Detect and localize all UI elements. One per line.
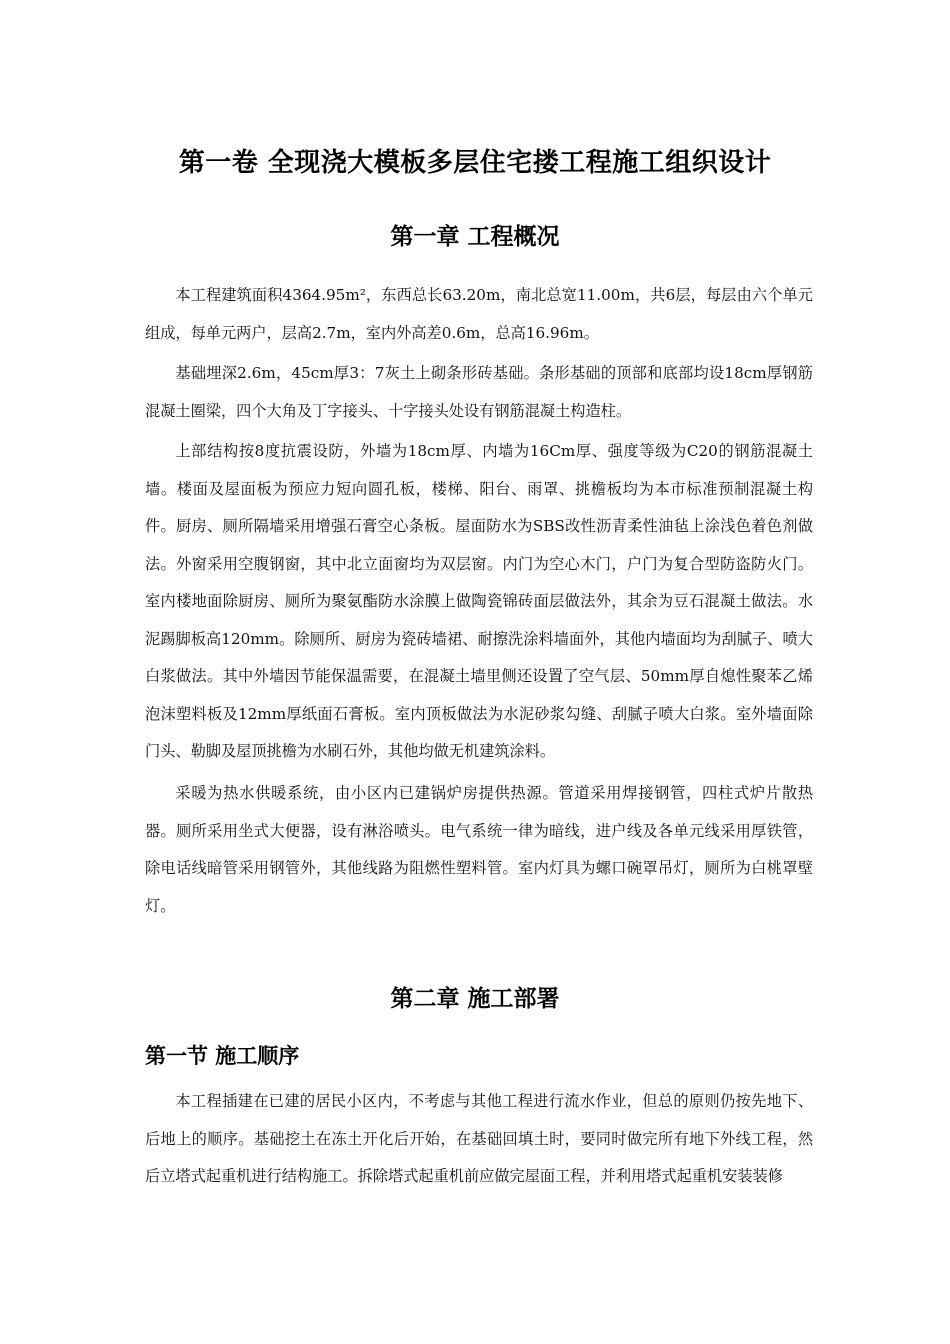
- chapter-1-title: 第一章 工程概况: [390, 224, 560, 250]
- section-1-paragraph-1: 本工程插建在已建的居民小区内，不考虑与其他工程进行流水作业，但总的原则仍按先地下、后地上的顺序。基础挖土在冻土开化后开始，在基础回填土时，要同时做完所有地下外线工程，然后立塔式起重机进行结构施工。拆除塔式起重机前应做完屋面工程，并利用塔式起重机安装装修: [145, 1092, 813, 1185]
- chapter-1-paragraph-3: 上部结构按8度抗震设防，外墙为18cm厚、内墙为16Cm厚、强度等级为C20的钢筋混凝土墙。楼面及屋面板为预应力短向圆孔板，楼梯、阳台、雨罩、挑檐板均为本市标准预制混凝土构件。厨房、厕所隔墙采用增强石膏空心条板。屋面防水为SBS改性沥青柔性油毡上涂浅色着色剂做法。外窗采用空腹钢窗，其中北立面窗均为双层窗。内门为空心木门，户门为复合型防盗防火门。室内楼地面除厨房、厕所为聚氨酯防水涂膜上做陶瓷锦砖面层做法外，其余为豆石混凝土做法。水泥踢脚板高120mm。除厕所、厨房为瓷砖墙裙、耐擦洗涂料墙面外，其他内墙面均为刮腻子、喷大白浆做法。其中外墙因节能保温需要，在混凝土墙里侧还设置了空气层、50mm厚自熄性聚苯乙烯泡沫塑料板及12mm厚纸面石膏板。室内顶板做法为水泥砂浆勾缝、刮腻子喷大白浆。室外墙面除门头、勒脚及屋顶挑檐为水刷石外，其他均做无机建筑涂料。: [145, 442, 813, 760]
- chapter-1-paragraph-1: 本工程建筑面积4364.95m²，东西总长63.20m，南北总宽11.00m，共6层，每层由六个单元组成，每单元两户，层高2.7m，室内外高差0.6m，总高16.96m。: [145, 286, 813, 342]
- volume-title: 第一卷 全现浇大模板多层住宅搂工程施工组织设计: [178, 148, 772, 178]
- chapter-1-paragraph-2: 基础埋深2.6m，45cm厚3：7灰土上砌条形砖基础。条形基础的顶部和底部均设18cm厚钢筋混凝土圈梁，四个大角及丁字接头、十字接头处设有钢筋混凝土构造柱。: [145, 364, 813, 420]
- section-1-title: 第一节 施工顺序: [145, 1044, 300, 1068]
- chapter-1-paragraph-4: 采暖为热水供暖系统，由小区内已建锅炉房提供热源。管道采用焊接钢管，四柱式炉片散热器。厕所采用坐式大便器，设有淋浴喷头。电气系统一律为暗线，进户线及各单元线采用厚铁管，除电话线暗管采用钢管外，其他线路为阻燃性塑料管。室内灯具为螺口碗罩吊灯，厕所为白桃罩壁灯。: [145, 784, 813, 915]
- chapter-2-title: 第二章 施工部署: [390, 986, 560, 1012]
